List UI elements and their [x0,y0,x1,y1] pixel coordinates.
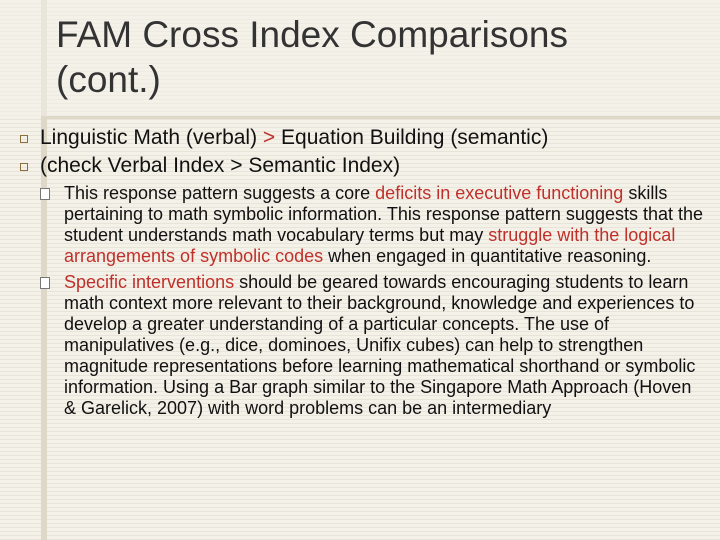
sub-text-interventions: should be geared towards encouraging students to learn math context more relevant to their background, knowledge and experiences to develop a greater understanding of a particular concepts. The use of manipulatives (e.g., dice, dominoes, Unifix cubes) can help to strengthen magnitude representations before learning mathematical shorthand or symbolic information. Using a Bar graph similar to the Singapore Math Approach (Hoven & Garelick, 2007) with word problems can be an intermediary [64,272,696,418]
square-bullet-icon [20,163,28,171]
box-bullet-icon [40,188,50,200]
sub-bullet-response-pattern [64,183,706,267]
bullet-text-a: Linguistic Math (verbal) [40,126,263,149]
highlight-specific-interventions: Specific interventions [64,272,235,292]
box-bullet-icon [40,277,50,289]
bullet-check-index [16,155,706,177]
square-bullet-icon [20,135,28,143]
bullet-linguistic-math [16,127,706,149]
sub-text-3: when engaged in quantitative reasoning. [323,246,652,266]
highlight-logical-arrangements: struggle with the logical arrangements of symbolic codes [64,225,676,266]
slide-title: FAM Cross Index Comparisons (cont.) [56,14,569,100]
bullet-text-b: Equation Building (semantic) [275,126,549,149]
sub-bullet-list [16,183,706,419]
greater-than-sign: > [262,126,276,149]
sub-bullet-interventions [64,272,706,419]
slide-content [16,127,706,424]
bullet-text: (check Verbal Index > Semantic Index) [40,154,401,177]
sub-text-2: skills pertaining to math symbolic information. This response pattern suggests that the student understands math vocabulary terms but may [64,183,704,245]
title-underline [41,116,720,119]
sub-text-1: This response pattern suggests a core [64,183,376,203]
highlight-executive-functioning: deficits in executive functioning [375,183,624,203]
